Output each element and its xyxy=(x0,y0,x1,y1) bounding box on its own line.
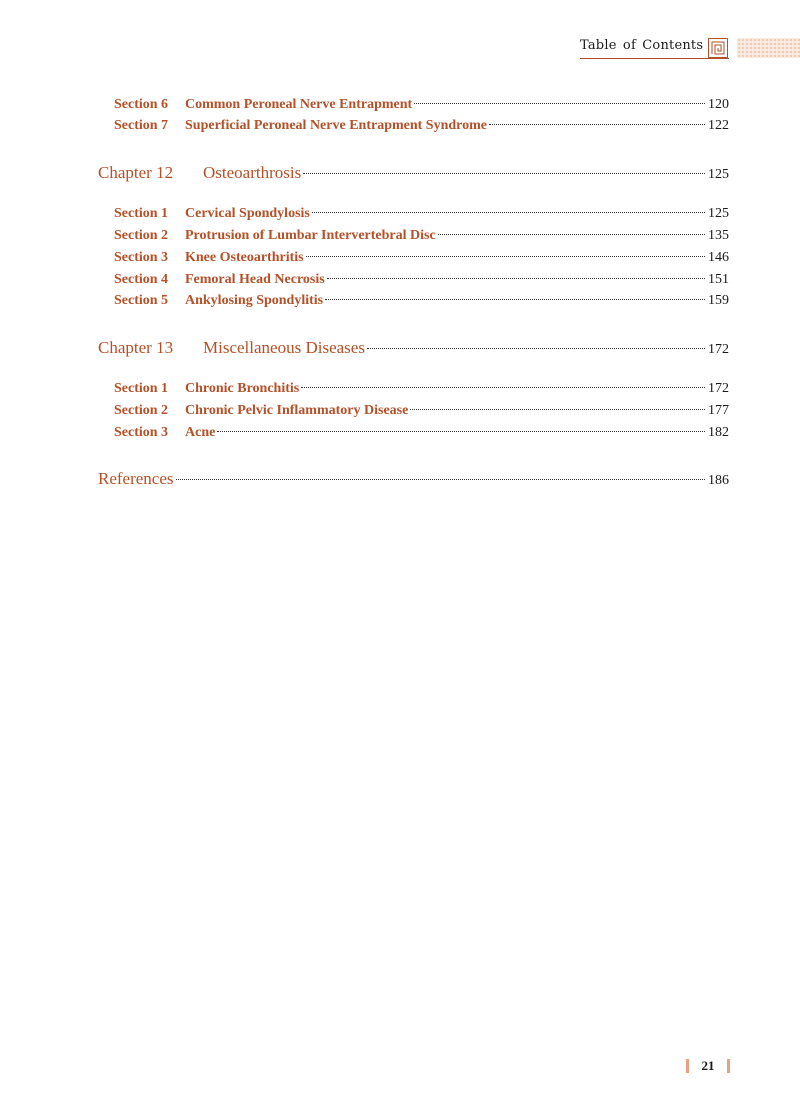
footer-right-bar xyxy=(727,1059,730,1073)
toc-entry-number: Section 2 xyxy=(114,403,169,418)
toc-entry-title: Miscellaneous Diseases xyxy=(203,338,365,357)
toc-entry-number: Section 6 xyxy=(114,97,169,112)
toc-entry-page: 172 xyxy=(708,381,729,396)
toc-entry-section[interactable] xyxy=(114,293,729,309)
dot-leader xyxy=(367,348,705,349)
toc-entry-title: Protrusion of Lumbar Intervertebral Disc xyxy=(185,228,436,243)
toc-entry-page: 122 xyxy=(708,118,729,133)
toc-entry-number: Section 3 xyxy=(114,250,169,265)
toc-entry-title: Acne xyxy=(185,425,216,440)
toc-entry-number: Chapter 13 xyxy=(98,338,174,357)
dot-leader xyxy=(301,387,705,388)
toc-entry-title: Common Peroneal Nerve Entrapment xyxy=(185,97,413,112)
toc-entry-number: Section 4 xyxy=(114,272,169,287)
dot-leader xyxy=(327,278,705,279)
footer-page-number xyxy=(686,1057,730,1075)
toc-entry-number: Section 1 xyxy=(114,206,169,221)
toc-entry-number: Section 3 xyxy=(114,425,169,440)
footer-left-bar xyxy=(686,1059,689,1073)
toc-entry-page: 151 xyxy=(708,272,729,287)
toc-entry-page: 125 xyxy=(708,206,729,221)
toc-entry-title: Chronic Bronchitis xyxy=(185,381,300,396)
toc-entry-page: 120 xyxy=(708,97,729,112)
dot-leader xyxy=(410,409,705,410)
toc-entry-title: Femoral Head Necrosis xyxy=(185,272,325,287)
toc-entry-page: 125 xyxy=(708,167,729,182)
toc-entry-page: 172 xyxy=(708,342,729,357)
dot-leader xyxy=(176,479,705,480)
toc-entry-page: 159 xyxy=(708,293,729,308)
dot-leader xyxy=(489,124,705,125)
toc-entry-number: Section 2 xyxy=(114,228,169,243)
dot-leader xyxy=(414,103,705,104)
toc-entry-section[interactable] xyxy=(114,425,729,441)
toc-entry-title: Superficial Peroneal Nerve Entrapment Syndrome xyxy=(185,118,488,133)
toc-entry-number: Section 1 xyxy=(114,381,169,396)
toc-entry-chapter[interactable] xyxy=(98,163,729,183)
toc-entry-section[interactable] xyxy=(114,206,729,222)
toc-entry-section[interactable] xyxy=(114,228,729,244)
page-number: 21 xyxy=(701,1058,715,1073)
decorative-pattern-band xyxy=(737,38,800,58)
toc-entry-title: References xyxy=(98,469,174,488)
dot-leader xyxy=(306,256,705,257)
toc-entry-title: Knee Osteoarthritis xyxy=(185,250,304,265)
toc-entry-section[interactable] xyxy=(114,272,729,288)
toc-entry-title: Cervical Spondylosis xyxy=(185,206,310,221)
toc-entry-number: Section 5 xyxy=(114,293,169,308)
toc-entry-page: 177 xyxy=(708,403,729,418)
toc-entry-title: Osteoarthrosis xyxy=(203,163,302,182)
toc-entry-page: 135 xyxy=(708,228,729,243)
dot-leader xyxy=(438,234,705,235)
toc-entry-title: Ankylosing Spondylitis xyxy=(185,293,324,308)
fret-pattern-icon xyxy=(708,38,728,58)
header-rule xyxy=(580,58,729,59)
toc-entry-title: Chronic Pelvic Inflammatory Disease xyxy=(185,403,409,418)
toc-entry-section[interactable] xyxy=(114,250,729,266)
toc-entry-number: Section 7 xyxy=(114,118,169,133)
toc-entry-page: 182 xyxy=(708,425,729,440)
toc-entry-references[interactable] xyxy=(98,469,729,489)
toc-entry-chapter[interactable] xyxy=(98,338,729,358)
toc-entry-page: 146 xyxy=(708,250,729,265)
dot-leader xyxy=(325,299,705,300)
dot-leader xyxy=(312,212,705,213)
running-header-title: Table of Contents xyxy=(580,38,704,53)
toc-entry-section[interactable] xyxy=(114,403,729,419)
toc-entry-section[interactable] xyxy=(114,118,729,134)
toc-entry-section[interactable] xyxy=(114,97,729,113)
toc-entry-page: 186 xyxy=(708,473,729,488)
toc-entry-section[interactable] xyxy=(114,381,729,397)
dot-leader xyxy=(303,173,705,174)
toc-entry-number: Chapter 12 xyxy=(98,163,174,182)
dot-leader xyxy=(217,431,705,432)
